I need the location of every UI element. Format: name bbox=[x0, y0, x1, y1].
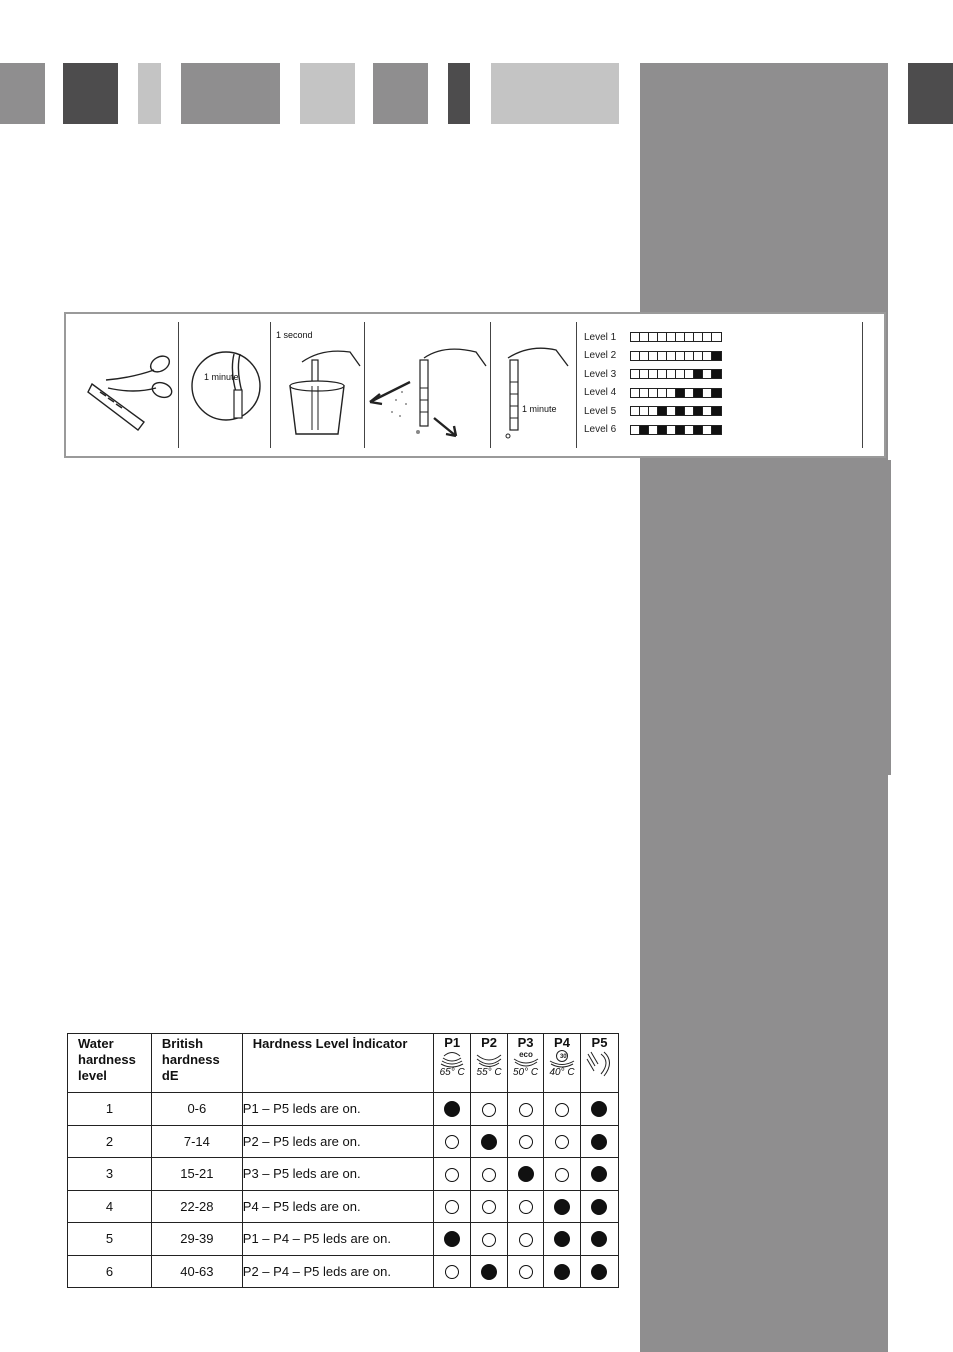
led-off-icon bbox=[445, 1265, 459, 1279]
led-cell bbox=[580, 1158, 618, 1191]
header-block-3 bbox=[138, 63, 161, 124]
level-cell-empty bbox=[667, 426, 676, 434]
level-cell-empty bbox=[667, 370, 676, 378]
level-row bbox=[584, 347, 754, 366]
led-off-icon bbox=[519, 1135, 533, 1149]
led-cell bbox=[434, 1125, 471, 1158]
led-cell bbox=[544, 1093, 581, 1126]
level-cell-filled bbox=[640, 426, 649, 434]
led-cell bbox=[580, 1190, 618, 1223]
british-hardness-cell: 0-6 bbox=[151, 1093, 242, 1126]
level-cell-empty bbox=[667, 389, 676, 397]
level-cells bbox=[630, 369, 722, 379]
level-name: Level 4 bbox=[584, 387, 617, 399]
level-cell-empty bbox=[631, 389, 640, 397]
level-cell-empty bbox=[631, 333, 640, 341]
led-on-icon bbox=[591, 1101, 607, 1117]
led-cell bbox=[508, 1093, 544, 1126]
level-name: Level 1 bbox=[584, 331, 617, 343]
led-cell bbox=[434, 1158, 471, 1191]
program-label: P2 bbox=[481, 1035, 498, 1050]
led-on-icon bbox=[591, 1166, 607, 1182]
step-separator bbox=[178, 322, 179, 448]
level-cell-empty bbox=[631, 352, 640, 360]
hardness-level-cell: 1 bbox=[68, 1093, 152, 1126]
plate-icon bbox=[475, 1050, 503, 1068]
side-column bbox=[640, 63, 888, 1352]
dip-cup-icon bbox=[272, 322, 364, 448]
led-off-icon bbox=[519, 1233, 533, 1247]
led-cell bbox=[471, 1093, 508, 1126]
led-cell bbox=[471, 1158, 508, 1191]
led-off-icon bbox=[445, 1135, 459, 1149]
level-legend bbox=[584, 328, 754, 439]
level-cell-empty bbox=[694, 352, 703, 360]
led-on-icon bbox=[591, 1199, 607, 1215]
led-cell bbox=[580, 1125, 618, 1158]
level-row bbox=[584, 384, 754, 403]
led-cell bbox=[434, 1223, 471, 1256]
led-off-icon bbox=[482, 1168, 496, 1182]
level-cell-filled bbox=[694, 426, 703, 434]
british-hardness-cell: 29-39 bbox=[151, 1223, 242, 1256]
led-cell bbox=[580, 1255, 618, 1288]
led-on-icon bbox=[481, 1134, 497, 1150]
indicator-text-cell: P3 – P5 leds are on. bbox=[242, 1158, 433, 1191]
level-cell-empty bbox=[667, 352, 676, 360]
led-off-icon bbox=[555, 1103, 569, 1117]
level-cell-filled bbox=[712, 407, 721, 415]
header-water-hardness-level bbox=[68, 1034, 152, 1093]
led-cell bbox=[471, 1125, 508, 1158]
level-cell-empty bbox=[685, 389, 694, 397]
level-cell-empty bbox=[703, 426, 712, 434]
header-block-7 bbox=[448, 63, 470, 124]
led-on-icon bbox=[591, 1134, 607, 1150]
table-row bbox=[68, 1190, 619, 1223]
level-row bbox=[584, 421, 754, 440]
level-cells bbox=[630, 351, 722, 361]
led-on-icon bbox=[554, 1231, 570, 1247]
header-british-hardness bbox=[151, 1034, 242, 1093]
british-hardness-cell: 7-14 bbox=[151, 1125, 242, 1158]
table-row bbox=[68, 1125, 619, 1158]
shake-strip-icon bbox=[366, 322, 488, 448]
level-cell-empty bbox=[649, 407, 658, 415]
level-cells bbox=[630, 388, 722, 398]
level-cell-filled bbox=[676, 407, 685, 415]
header-program-p3 bbox=[508, 1034, 544, 1093]
level-cell-empty bbox=[703, 370, 712, 378]
level-cell-empty bbox=[685, 426, 694, 434]
level-name: Level 2 bbox=[584, 350, 617, 362]
level-cell-empty bbox=[640, 389, 649, 397]
led-cell bbox=[434, 1255, 471, 1288]
water-hardness-table bbox=[67, 1033, 619, 1288]
header-program-p4 bbox=[544, 1034, 581, 1093]
level-cell-empty bbox=[649, 333, 658, 341]
level-cell-empty bbox=[676, 333, 685, 341]
level-row bbox=[584, 328, 754, 347]
header-program-p1 bbox=[434, 1034, 471, 1093]
indicator-text-cell: P4 – P5 leds are on. bbox=[242, 1190, 433, 1223]
header-block-6 bbox=[373, 63, 428, 124]
header-line: Water bbox=[78, 1036, 114, 1051]
led-on-icon bbox=[554, 1199, 570, 1215]
scissors-icon bbox=[86, 322, 176, 448]
level-cell-filled bbox=[712, 352, 721, 360]
level-cell-empty bbox=[685, 370, 694, 378]
program-temp: 55° C bbox=[476, 1067, 502, 1078]
clock-30-icon bbox=[548, 1050, 576, 1068]
level-cell-empty bbox=[667, 333, 676, 341]
header-block-2 bbox=[63, 63, 118, 124]
led-cell bbox=[471, 1223, 508, 1256]
level-name: Level 5 bbox=[584, 405, 617, 417]
led-off-icon bbox=[519, 1265, 533, 1279]
level-cell-filled bbox=[658, 407, 667, 415]
program-temp: 40° C bbox=[549, 1067, 575, 1078]
level-cell-empty bbox=[649, 370, 658, 378]
header-line: Hardness Level İndicator bbox=[252, 1036, 408, 1051]
header-block-4 bbox=[181, 63, 280, 124]
british-hardness-cell: 22-28 bbox=[151, 1190, 242, 1223]
hardness-level-cell: 6 bbox=[68, 1255, 152, 1288]
program-label: P1 bbox=[444, 1035, 461, 1050]
indicator-text-cell: P2 – P4 – P5 leds are on. bbox=[242, 1255, 433, 1288]
level-cell-empty bbox=[649, 352, 658, 360]
level-cell-filled bbox=[712, 426, 721, 434]
step-separator bbox=[490, 322, 491, 448]
level-name: Level 6 bbox=[584, 424, 617, 436]
table-row bbox=[68, 1158, 619, 1191]
header-block-8 bbox=[491, 63, 619, 124]
led-cell bbox=[471, 1190, 508, 1223]
level-cell-empty bbox=[658, 370, 667, 378]
level-cell-empty bbox=[658, 389, 667, 397]
level-cell-empty bbox=[712, 333, 721, 341]
step5-label: 1 minute bbox=[522, 404, 557, 414]
level-cell-filled bbox=[694, 389, 703, 397]
level-cell-filled bbox=[658, 426, 667, 434]
pot-icon bbox=[439, 1050, 465, 1068]
wait-strip-icon bbox=[492, 322, 576, 448]
header-line: British bbox=[161, 1036, 204, 1051]
program-label: P3 bbox=[517, 1035, 534, 1050]
level-name: Level 3 bbox=[584, 368, 617, 380]
level-cells bbox=[630, 332, 722, 342]
led-on-icon bbox=[481, 1264, 497, 1280]
british-hardness-cell: 15-21 bbox=[151, 1158, 242, 1191]
step-separator bbox=[862, 322, 863, 448]
hardness-level-cell: 4 bbox=[68, 1190, 152, 1223]
step-separator bbox=[270, 322, 271, 448]
level-cell-empty bbox=[703, 333, 712, 341]
table-row bbox=[68, 1223, 619, 1256]
hardness-level-cell: 2 bbox=[68, 1125, 152, 1158]
level-cell-empty bbox=[685, 407, 694, 415]
indicator-text-cell: P1 – P5 leds are on. bbox=[242, 1093, 433, 1126]
hardness-level-cell: 5 bbox=[68, 1223, 152, 1256]
program-label: P5 bbox=[591, 1035, 608, 1050]
level-row bbox=[584, 402, 754, 421]
led-cell bbox=[508, 1223, 544, 1256]
level-cell-empty bbox=[667, 407, 676, 415]
header-block-5 bbox=[300, 63, 355, 124]
level-cell-filled bbox=[712, 370, 721, 378]
program-label: P4 bbox=[554, 1035, 570, 1050]
level-cell-empty bbox=[685, 352, 694, 360]
level-cell-filled bbox=[694, 407, 703, 415]
led-cell bbox=[544, 1190, 581, 1223]
level-cell-empty bbox=[649, 426, 658, 434]
level-cell-filled bbox=[694, 370, 703, 378]
table-row bbox=[68, 1093, 619, 1126]
header-program-p2 bbox=[471, 1034, 508, 1093]
led-off-icon bbox=[482, 1103, 496, 1117]
step-separator bbox=[364, 322, 365, 448]
side-column-edge bbox=[888, 460, 891, 775]
level-cell-empty bbox=[640, 333, 649, 341]
led-off-icon bbox=[482, 1233, 496, 1247]
step-separator bbox=[576, 322, 577, 448]
program-temp: 50° C bbox=[512, 1067, 539, 1078]
level-cell-empty bbox=[631, 426, 640, 434]
led-cell bbox=[471, 1255, 508, 1288]
led-on-icon bbox=[591, 1264, 607, 1280]
level-cell-empty bbox=[685, 333, 694, 341]
table-header-row bbox=[68, 1034, 619, 1093]
level-cell-empty bbox=[649, 389, 658, 397]
led-cell bbox=[580, 1223, 618, 1256]
header-block-9 bbox=[908, 63, 953, 124]
level-cells bbox=[630, 425, 722, 435]
level-cell-empty bbox=[631, 370, 640, 378]
program-temp: 65° C bbox=[439, 1067, 465, 1078]
led-off-icon bbox=[445, 1168, 459, 1182]
led-cell bbox=[434, 1093, 471, 1126]
led-cell bbox=[508, 1255, 544, 1288]
led-off-icon bbox=[482, 1200, 496, 1214]
level-row bbox=[584, 365, 754, 384]
led-cell bbox=[544, 1255, 581, 1288]
level-cell-filled bbox=[712, 389, 721, 397]
level-cell-empty bbox=[703, 352, 712, 360]
level-cell-filled bbox=[676, 426, 685, 434]
header-line: hardness bbox=[78, 1052, 136, 1067]
hardness-level-cell: 3 bbox=[68, 1158, 152, 1191]
step3-label: 1 second bbox=[276, 330, 313, 340]
level-cell-empty bbox=[694, 333, 703, 341]
level-cell-empty bbox=[658, 352, 667, 360]
header-line: dE bbox=[161, 1068, 179, 1083]
led-cell bbox=[508, 1125, 544, 1158]
led-cell bbox=[434, 1190, 471, 1223]
led-off-icon bbox=[519, 1200, 533, 1214]
step2-label: 1 minute bbox=[204, 372, 239, 382]
led-on-icon bbox=[518, 1166, 534, 1182]
header-block-1 bbox=[0, 63, 45, 124]
led-off-icon bbox=[445, 1200, 459, 1214]
eco-icon bbox=[512, 1050, 540, 1068]
led-off-icon bbox=[555, 1135, 569, 1149]
level-cell-filled bbox=[676, 389, 685, 397]
level-cell-empty bbox=[676, 370, 685, 378]
led-on-icon bbox=[554, 1264, 570, 1280]
british-hardness-cell: 40-63 bbox=[151, 1255, 242, 1288]
header-hardness-level-indicator bbox=[242, 1034, 433, 1093]
level-cells bbox=[630, 406, 722, 416]
level-cell-empty bbox=[631, 407, 640, 415]
led-cell bbox=[544, 1223, 581, 1256]
water-hardness-test-figure bbox=[64, 312, 886, 458]
led-cell bbox=[544, 1158, 581, 1191]
level-cell-empty bbox=[676, 352, 685, 360]
table-body bbox=[68, 1093, 619, 1288]
level-cell-empty bbox=[703, 407, 712, 415]
led-off-icon bbox=[555, 1168, 569, 1182]
header-line: level bbox=[78, 1068, 107, 1083]
level-cell-empty bbox=[703, 389, 712, 397]
led-on-icon bbox=[444, 1101, 460, 1117]
level-cell-empty bbox=[658, 333, 667, 341]
table-row bbox=[68, 1255, 619, 1288]
indicator-text-cell: P2 – P5 leds are on. bbox=[242, 1125, 433, 1158]
led-on-icon bbox=[591, 1231, 607, 1247]
led-cell bbox=[580, 1093, 618, 1126]
level-cell-empty bbox=[640, 407, 649, 415]
indicator-text-cell: P1 – P4 – P5 leds are on. bbox=[242, 1223, 433, 1256]
level-cell-empty bbox=[640, 370, 649, 378]
led-cell bbox=[508, 1158, 544, 1191]
led-cell bbox=[544, 1125, 581, 1158]
level-cell-empty bbox=[640, 352, 649, 360]
header-line: hardness bbox=[161, 1052, 220, 1067]
tap-water-icon bbox=[184, 322, 268, 448]
led-off-icon bbox=[519, 1103, 533, 1117]
prewash-spray-icon bbox=[585, 1050, 613, 1078]
header-program-p5 bbox=[580, 1034, 618, 1093]
svg-text:30': 30' bbox=[559, 1054, 569, 1060]
led-cell bbox=[508, 1190, 544, 1223]
led-on-icon bbox=[444, 1231, 460, 1247]
svg-text:eco: eco bbox=[518, 1050, 533, 1059]
